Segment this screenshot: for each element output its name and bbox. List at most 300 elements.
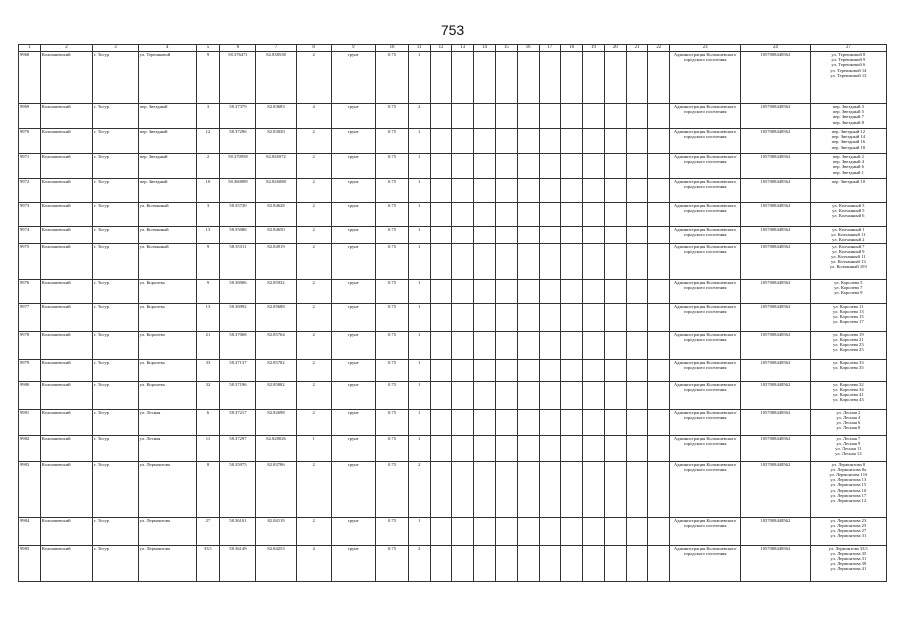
- settlement-cell: г. Тогур: [93, 154, 139, 179]
- empty-cell: [495, 409, 517, 435]
- row-number-cell: 9970: [19, 129, 41, 154]
- column-number: 22: [648, 45, 670, 52]
- empty-cell: [626, 154, 648, 179]
- empty-cell: [430, 104, 452, 129]
- empty-cell: [648, 303, 670, 331]
- settlement-cell: г. Тогур: [93, 303, 139, 331]
- column-number: 17: [539, 45, 561, 52]
- empty-cell: [626, 381, 648, 409]
- empty-cell: [539, 203, 561, 227]
- served-address: ул. Лермонтова 35: [830, 550, 867, 556]
- settlement-cell: г. Тогур: [93, 179, 139, 203]
- column-number: 14: [474, 45, 496, 52]
- served-address: ул. Лесная 8: [836, 425, 861, 431]
- owner-cell: Администрация Колпашевского городского поселения: [670, 409, 741, 435]
- ogrn-cell: 1057008448562: [740, 104, 810, 129]
- empty-cell: [495, 129, 517, 154]
- empty-cell: [604, 381, 626, 409]
- empty-cell: [452, 359, 474, 381]
- served-addresses-cell: [810, 154, 886, 179]
- settlement-cell: г. Тогур: [93, 227, 139, 244]
- surface-cell: грунт: [331, 243, 376, 279]
- empty-cell: [495, 545, 517, 581]
- column-number: 13: [452, 45, 474, 52]
- surface-cell: грунт: [331, 179, 376, 203]
- empty-cell: [648, 409, 670, 435]
- container-count-cell: 2: [296, 461, 331, 517]
- table-row: [19, 129, 887, 154]
- empty-cell: [583, 409, 605, 435]
- empty-cell: [604, 435, 626, 461]
- owner-cell: Администрация Колпашевского городского поселения: [670, 203, 741, 227]
- empty-cell: [452, 104, 474, 129]
- row-number-cell: 9984: [19, 517, 41, 545]
- owner-cell: Администрация Колпашевского городского поселения: [670, 517, 741, 545]
- column-number: 15: [495, 45, 517, 52]
- empty-cell: [539, 179, 561, 203]
- street-cell: ул. Колчанный: [138, 203, 196, 227]
- served-addresses-cell: [810, 179, 886, 203]
- table-row: [19, 227, 887, 244]
- served-addresses-cell: [810, 359, 886, 381]
- empty-cell: [452, 52, 474, 104]
- area-cell: 0.75: [376, 279, 409, 303]
- empty-cell: [539, 129, 561, 154]
- surface-cell: грунт: [331, 545, 376, 581]
- empty-cell: [583, 52, 605, 104]
- table-row: [19, 104, 887, 129]
- table-row: [19, 359, 887, 381]
- longitude-cell: 82.84253: [256, 545, 296, 581]
- empty-cell: [626, 129, 648, 154]
- latitude-cell: 58.36992: [220, 303, 256, 331]
- empty-cell: [583, 381, 605, 409]
- empty-cell: [430, 203, 452, 227]
- house-cell: 2: [196, 154, 220, 179]
- empty-cell: [648, 179, 670, 203]
- empty-cell: [648, 203, 670, 227]
- house-cell: 27: [196, 517, 220, 545]
- empty-cell: [517, 129, 539, 154]
- street-cell: ул. Лесная: [138, 435, 196, 461]
- empty-cell: [430, 227, 452, 244]
- empty-cell: [539, 243, 561, 279]
- container-count-cell: 2: [296, 154, 331, 179]
- served-address: ул. Лермонтова 23: [830, 517, 867, 523]
- empty-cell: [517, 279, 539, 303]
- served-addresses-cell: [810, 52, 886, 104]
- street-cell: ул. Королева: [138, 331, 196, 359]
- empty-cell: [495, 243, 517, 279]
- container-count-cell: 2: [296, 331, 331, 359]
- empty-cell: [626, 243, 648, 279]
- empty-cell: [561, 545, 583, 581]
- empty-cell: [648, 279, 670, 303]
- surface-cell: грунт: [331, 129, 376, 154]
- empty-cell: [648, 545, 670, 581]
- house-cell: 3: [196, 203, 220, 227]
- empty-cell: [474, 409, 496, 435]
- empty-cell: [517, 179, 539, 203]
- served-address: ул. Королева 23: [833, 342, 864, 348]
- empty-cell: [517, 545, 539, 581]
- empty-cell: [626, 303, 648, 331]
- district-cell: Колпашевский: [40, 243, 92, 279]
- served-address: ул. Лесная 7: [836, 435, 861, 441]
- served-address: ул. Королева 35: [833, 364, 864, 370]
- empty-cell: [495, 227, 517, 244]
- empty-cell: [539, 545, 561, 581]
- empty-cell: [604, 104, 626, 129]
- surface-cell: грунт: [331, 154, 376, 179]
- empty-cell: [430, 461, 452, 517]
- empty-cell: [495, 331, 517, 359]
- container-count-cell: 2: [296, 359, 331, 381]
- empty-cell: [583, 203, 605, 227]
- number-cell: 1: [408, 409, 430, 435]
- served-address: ул. Лермонтова 31: [830, 533, 867, 539]
- number-cell: 1: [408, 359, 430, 381]
- served-addresses-cell: [810, 331, 886, 359]
- served-address: ул. Лермонтова 33/1: [828, 545, 869, 551]
- latitude-cell: 58.35730: [220, 203, 256, 227]
- empty-cell: [626, 359, 648, 381]
- served-address: ул. Лесная 9: [836, 440, 861, 446]
- ogrn-cell: 1057008448562: [740, 435, 810, 461]
- container-count-cell: 4: [296, 545, 331, 581]
- served-address: ул. Лермонтова 25: [830, 522, 867, 528]
- served-address: ул. Терешковой 9: [831, 57, 866, 63]
- served-address: ул. Королева 11: [833, 303, 864, 309]
- row-number-cell: 9979: [19, 359, 41, 381]
- surface-cell: грунт: [331, 359, 376, 381]
- ogrn-cell: 1057008448562: [740, 409, 810, 435]
- empty-cell: [474, 517, 496, 545]
- empty-cell: [474, 227, 496, 244]
- served-address: ул. Колчанный 103: [829, 264, 867, 270]
- column-number: 5: [196, 45, 220, 52]
- empty-cell: [495, 279, 517, 303]
- served-address: ул. Колчанный 1: [832, 227, 865, 232]
- empty-cell: [474, 303, 496, 331]
- column-number: 9: [331, 45, 376, 52]
- column-number: 8: [296, 45, 331, 52]
- served-addresses-cell: [810, 545, 886, 581]
- house-cell: 21: [196, 331, 220, 359]
- empty-cell: [495, 359, 517, 381]
- served-addresses-cell: [810, 227, 886, 244]
- longitude-cell: 82.84119: [256, 517, 296, 545]
- ogrn-cell: 1057008448562: [740, 154, 810, 179]
- row-number-cell: 9981: [19, 409, 41, 435]
- table-row: [19, 243, 887, 279]
- empty-cell: [561, 359, 583, 381]
- area-cell: 0.75: [376, 359, 409, 381]
- empty-cell: [561, 381, 583, 409]
- area-cell: 0.75: [376, 381, 409, 409]
- served-address: ул. Лермонтова 13: [830, 477, 867, 483]
- area-cell: 0.75: [376, 227, 409, 244]
- empty-cell: [561, 179, 583, 203]
- empty-cell: [626, 545, 648, 581]
- surface-cell: грунт: [331, 104, 376, 129]
- empty-cell: [561, 303, 583, 331]
- street-cell: ул. Лесная: [138, 409, 196, 435]
- container-count-cell: 2: [296, 517, 331, 545]
- served-addresses-cell: [810, 517, 886, 545]
- row-number-cell: 9978: [19, 331, 41, 359]
- column-number: 16: [517, 45, 539, 52]
- owner-cell: Администрация Колпашевского городского поселения: [670, 381, 741, 409]
- empty-cell: [604, 203, 626, 227]
- empty-cell: [561, 104, 583, 129]
- served-address: ул. Лесная 13: [835, 451, 862, 457]
- served-address: ул. Лесная 2: [836, 409, 861, 415]
- empty-cell: [452, 409, 474, 435]
- column-number: 20: [604, 45, 626, 52]
- served-address: ул. Королева 25: [833, 347, 864, 353]
- served-address: ул. Королева 7: [834, 284, 863, 290]
- empty-cell: [495, 52, 517, 104]
- served-address: ул. Королева 19: [833, 331, 864, 337]
- longitude-cell: 82.83030: [256, 129, 296, 154]
- empty-cell: [604, 52, 626, 104]
- table-row: [19, 179, 887, 203]
- area-cell: 0.75: [376, 517, 409, 545]
- settlement-cell: г. Тогур: [93, 331, 139, 359]
- empty-cell: [539, 331, 561, 359]
- empty-cell: [626, 409, 648, 435]
- empty-cell: [539, 381, 561, 409]
- served-address: ул. Терешковой 8: [831, 52, 866, 57]
- served-address: ул. Королева 5: [834, 279, 863, 285]
- empty-cell: [517, 154, 539, 179]
- register-table: [18, 44, 887, 582]
- empty-cell: [452, 227, 474, 244]
- longitude-cell: 82.85932: [256, 279, 296, 303]
- number-cell: 1: [408, 227, 430, 244]
- empty-cell: [452, 461, 474, 517]
- table-row: [19, 409, 887, 435]
- empty-cell: [604, 517, 626, 545]
- served-address: ул. Колчанный 5: [832, 208, 865, 214]
- owner-cell: Администрация Колпашевского городского поселения: [670, 154, 741, 179]
- served-address: ул. Лермонтова 12: [830, 498, 867, 504]
- owner-cell: Администрация Колпашевского городского поселения: [670, 359, 741, 381]
- ogrn-cell: 1057008448562: [740, 303, 810, 331]
- container-count-cell: 2: [296, 303, 331, 331]
- area-cell: 0.75: [376, 104, 409, 129]
- served-address: ул. Лермонтова 15: [830, 482, 867, 488]
- empty-cell: [517, 104, 539, 129]
- area-cell: 0.75: [376, 203, 409, 227]
- empty-cell: [626, 435, 648, 461]
- ogrn-cell: 1057008448562: [740, 359, 810, 381]
- street-cell: пер. Звездный: [138, 154, 196, 179]
- ogrn-cell: 1057008448562: [740, 461, 810, 517]
- latitude-cell: 58.360089: [220, 179, 256, 203]
- empty-cell: [539, 359, 561, 381]
- served-address: ул. Лермонтова 41: [830, 566, 867, 572]
- empty-cell: [648, 243, 670, 279]
- area-cell: 0.75: [376, 129, 409, 154]
- empty-cell: [604, 227, 626, 244]
- area-cell: 0.75: [376, 435, 409, 461]
- served-address: ул. Колчанный 3: [832, 203, 865, 208]
- empty-cell: [561, 279, 583, 303]
- empty-cell: [452, 435, 474, 461]
- house-cell: 10: [196, 179, 220, 203]
- empty-cell: [452, 154, 474, 179]
- empty-cell: [561, 129, 583, 154]
- district-cell: Колпашевский: [40, 359, 92, 381]
- district-cell: Колпашевский: [40, 517, 92, 545]
- row-number-cell: 9968: [19, 52, 41, 104]
- empty-cell: [583, 243, 605, 279]
- empty-cell: [495, 435, 517, 461]
- empty-cell: [452, 129, 474, 154]
- empty-cell: [474, 461, 496, 517]
- owner-cell: Администрация Колпашевского городского поселения: [670, 227, 741, 244]
- empty-cell: [583, 517, 605, 545]
- column-number: 18: [561, 45, 583, 52]
- ogrn-cell: 1057008448562: [740, 52, 810, 104]
- empty-cell: [561, 52, 583, 104]
- empty-cell: [430, 154, 452, 179]
- ogrn-cell: 1057008448562: [740, 517, 810, 545]
- served-address: ул. Терешковой 13: [830, 72, 867, 78]
- house-cell: 32: [196, 381, 220, 409]
- settlement-cell: г. Тогур: [93, 52, 139, 104]
- served-addresses-cell: [810, 461, 886, 517]
- empty-cell: [604, 331, 626, 359]
- empty-cell: [583, 104, 605, 129]
- column-number: 3: [93, 45, 139, 52]
- district-cell: Колпашевский: [40, 104, 92, 129]
- served-address: ул. Колчанный 6: [832, 213, 865, 219]
- ogrn-cell: 1057008448562: [740, 227, 810, 244]
- district-cell: Колпашевский: [40, 129, 92, 154]
- empty-cell: [517, 461, 539, 517]
- owner-cell: Администрация Колпашевского городского поселения: [670, 461, 741, 517]
- column-number: 27: [810, 45, 886, 52]
- empty-cell: [561, 227, 583, 244]
- column-number: 7: [256, 45, 296, 52]
- served-address: ул. Терешковой 6: [831, 62, 866, 68]
- empty-cell: [583, 179, 605, 203]
- settlement-cell: г. Тогур: [93, 381, 139, 409]
- empty-cell: [648, 104, 670, 129]
- empty-cell: [430, 517, 452, 545]
- served-address: пер. Звездный 16: [831, 139, 866, 145]
- surface-cell: грунт: [331, 52, 376, 104]
- empty-cell: [452, 303, 474, 331]
- empty-cell: [626, 517, 648, 545]
- empty-cell: [583, 545, 605, 581]
- number-cell: 2: [408, 104, 430, 129]
- empty-cell: [430, 279, 452, 303]
- longitude-cell: 82.83683: [256, 104, 296, 129]
- surface-cell: грунт: [331, 461, 376, 517]
- district-cell: Колпашевский: [40, 279, 92, 303]
- empty-cell: [495, 179, 517, 203]
- row-number-cell: 9982: [19, 435, 41, 461]
- served-address: ул. Королева 15: [833, 314, 864, 320]
- surface-cell: грунт: [331, 409, 376, 435]
- empty-cell: [539, 52, 561, 104]
- latitude-cell: 58.37137: [220, 359, 256, 381]
- longitude-cell: 82.85764: [256, 331, 296, 359]
- number-cell: 1: [408, 52, 430, 104]
- served-address: ул. Лесная 4: [836, 414, 861, 420]
- empty-cell: [517, 331, 539, 359]
- served-address: ул. Королева 17: [833, 319, 864, 325]
- latitude-cell: 58.36149: [220, 545, 256, 581]
- row-number-cell: 9977: [19, 303, 41, 331]
- empty-cell: [583, 331, 605, 359]
- empty-cell: [539, 104, 561, 129]
- row-number-cell: 9975: [19, 243, 41, 279]
- container-count-cell: 2: [296, 381, 331, 409]
- container-count-cell: 2: [296, 409, 331, 435]
- empty-cell: [604, 303, 626, 331]
- number-cell: 2: [408, 545, 430, 581]
- empty-cell: [626, 52, 648, 104]
- settlement-cell: г. Тогур: [93, 409, 139, 435]
- empty-cell: [517, 435, 539, 461]
- surface-cell: грунт: [331, 203, 376, 227]
- house-cell: 6: [196, 409, 220, 435]
- row-number-cell: 9973: [19, 203, 41, 227]
- empty-cell: [430, 331, 452, 359]
- owner-cell: Администрация Колпашевского городского поселения: [670, 179, 741, 203]
- served-address: ул. Терешковой 14: [830, 67, 867, 73]
- street-cell: пер. Звездный: [138, 104, 196, 129]
- empty-cell: [452, 517, 474, 545]
- served-address: ул. Королева 21: [833, 336, 864, 342]
- street-cell: ул. Королева: [138, 303, 196, 331]
- settlement-cell: г. Тогур: [93, 359, 139, 381]
- served-addresses-cell: [810, 303, 886, 331]
- served-address: ул. Лесная 6: [836, 420, 861, 426]
- surface-cell: грунт: [331, 279, 376, 303]
- row-number-cell: 9976: [19, 279, 41, 303]
- column-number: 2: [40, 45, 92, 52]
- empty-cell: [517, 203, 539, 227]
- district-cell: Колпашевский: [40, 227, 92, 244]
- house-cell: 11: [196, 435, 220, 461]
- area-cell: 0.75: [376, 409, 409, 435]
- empty-cell: [626, 461, 648, 517]
- latitude-cell: 58.36101: [220, 517, 256, 545]
- served-address: ул. Королева 41: [833, 392, 864, 398]
- longitude-cell: 82.85882: [256, 381, 296, 409]
- street-cell: ул. Терешковой: [138, 52, 196, 104]
- settlement-cell: г. Тогур: [93, 279, 139, 303]
- latitude-cell: 58.370958: [220, 154, 256, 179]
- empty-cell: [583, 279, 605, 303]
- empty-cell: [539, 435, 561, 461]
- empty-cell: [474, 154, 496, 179]
- served-addresses-cell: [810, 409, 886, 435]
- empty-cell: [517, 52, 539, 104]
- empty-cell: [517, 243, 539, 279]
- empty-cell: [452, 279, 474, 303]
- empty-cell: [626, 227, 648, 244]
- served-address: ул. Лермонтова 10: [830, 487, 867, 493]
- longitude-cell: 82.82698: [256, 409, 296, 435]
- empty-cell: [495, 381, 517, 409]
